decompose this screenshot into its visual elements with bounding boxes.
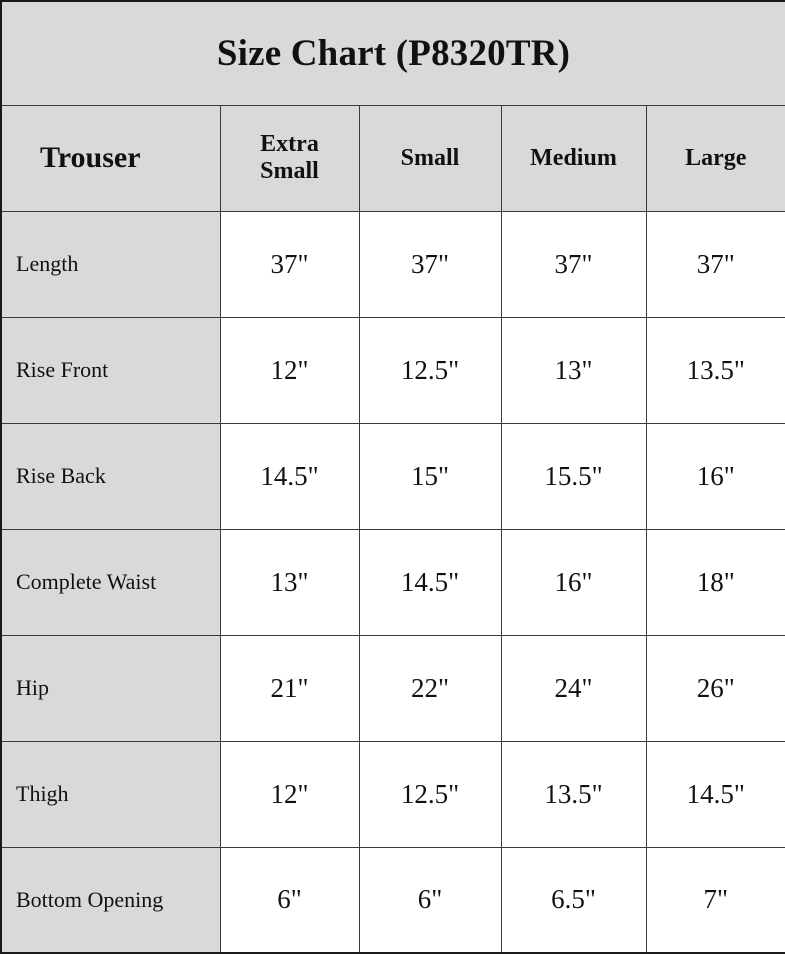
cell-complete-waist-small: 14.5" xyxy=(359,529,501,635)
cell-length-extra-small: 37" xyxy=(220,211,359,317)
measurement-label-hip: Hip xyxy=(1,635,220,741)
cell-thigh-medium: 13.5" xyxy=(501,741,646,847)
cell-rise-back-medium: 15.5" xyxy=(501,423,646,529)
cell-rise-back-large: 16" xyxy=(646,423,785,529)
table-row xyxy=(1,211,785,317)
cell-complete-waist-medium: 16" xyxy=(501,529,646,635)
measurement-label-rise-back: Rise Back xyxy=(1,423,220,529)
measurement-label-rise-front: Rise Front xyxy=(1,317,220,423)
column-header-large: Large xyxy=(646,105,785,211)
table-row xyxy=(1,635,785,741)
cell-hip-extra-small: 21" xyxy=(220,635,359,741)
column-header-row xyxy=(1,105,785,211)
row-header-label: Trouser xyxy=(1,105,220,211)
cell-hip-large: 26" xyxy=(646,635,785,741)
table-row xyxy=(1,741,785,847)
cell-rise-front-medium: 13" xyxy=(501,317,646,423)
column-header-medium: Medium xyxy=(501,105,646,211)
cell-rise-front-small: 12.5" xyxy=(359,317,501,423)
measurement-label-bottom-opening: Bottom Opening xyxy=(1,847,220,953)
cell-hip-medium: 24" xyxy=(501,635,646,741)
table-row xyxy=(1,423,785,529)
measurement-label-complete-waist: Complete Waist xyxy=(1,529,220,635)
cell-bottom-opening-medium: 6.5" xyxy=(501,847,646,953)
cell-complete-waist-extra-small: 13" xyxy=(220,529,359,635)
cell-bottom-opening-large: 7" xyxy=(646,847,785,953)
cell-rise-front-large: 13.5" xyxy=(646,317,785,423)
cell-complete-waist-large: 18" xyxy=(646,529,785,635)
cell-rise-back-extra-small: 14.5" xyxy=(220,423,359,529)
measurement-label-length: Length xyxy=(1,211,220,317)
cell-thigh-small: 12.5" xyxy=(359,741,501,847)
cell-thigh-extra-small: 12" xyxy=(220,741,359,847)
chart-title: Size Chart (P8320TR) xyxy=(1,1,785,105)
column-header-small: Small xyxy=(359,105,501,211)
cell-length-small: 37" xyxy=(359,211,501,317)
cell-rise-front-extra-small: 12" xyxy=(220,317,359,423)
cell-thigh-large: 14.5" xyxy=(646,741,785,847)
measurement-label-thigh: Thigh xyxy=(1,741,220,847)
table-row xyxy=(1,317,785,423)
title-row xyxy=(1,1,785,105)
cell-length-large: 37" xyxy=(646,211,785,317)
cell-bottom-opening-extra-small: 6" xyxy=(220,847,359,953)
cell-bottom-opening-small: 6" xyxy=(359,847,501,953)
table-row xyxy=(1,529,785,635)
cell-length-medium: 37" xyxy=(501,211,646,317)
column-header-extra-small: Extra Small xyxy=(220,105,359,211)
table-row xyxy=(1,847,785,953)
cell-rise-back-small: 15" xyxy=(359,423,501,529)
cell-hip-small: 22" xyxy=(359,635,501,741)
